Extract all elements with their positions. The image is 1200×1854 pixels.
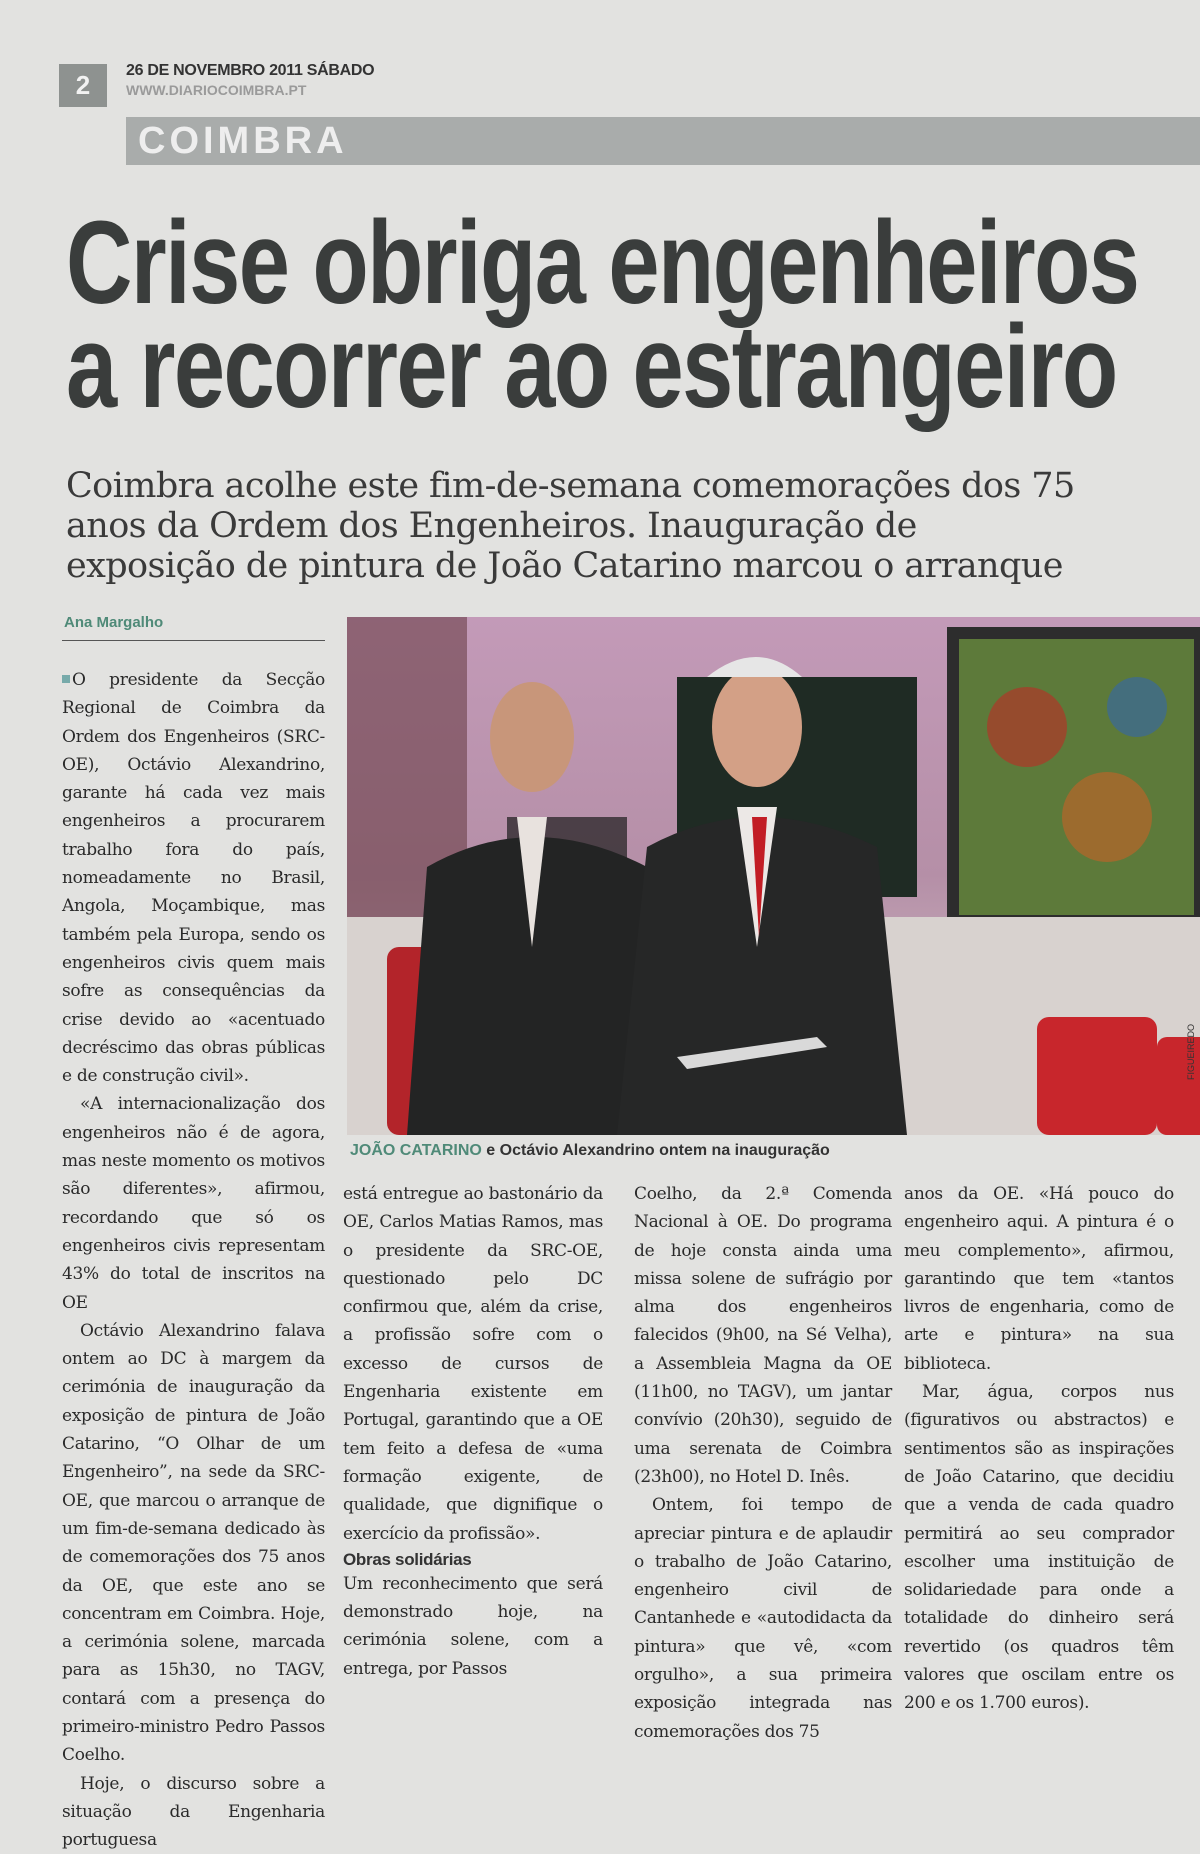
painting-colorful: [959, 639, 1194, 915]
article-photo: [347, 617, 1200, 1135]
paragraph: Coelho, da 2.ª Comenda Nacional à OE. Do programa de hoje consta ainda uma missa solene de sufrágio por alma dos engenheiros falecidos (9h00, na Sé Velha), a Assembleia Magna da OE (11h00, no TAGV), um jantar convívio (20h30), seguido de uma serenata de Coimbra (23h00), no Hotel D. Inês.: [634, 1184, 892, 1487]
paragraph: Octávio Alexandrino falava ontem ao DC à margem da cerimónia de inauguração da exposição de pintura de João Catarino, “O Olhar de um Engenheiro”, na sede da SRC-OE, que marcou o arranque de um fim-de-semana dedicado às de comemorações dos 75 anos da OE, que este ano se concentram em Coimbra. Hoje, a cerimónia solene, marcada para as 15h30, no TAGV, contará com a presença do primeiro-ministro Pedro Passos Coelho.: [62, 1320, 325, 1766]
byline-divider: [62, 640, 325, 641]
section-band: [126, 117, 1200, 165]
paragraph-text: O presidente da Secção Regional de Coimbra da Ordem dos Engenheiros (SRC-OE), Octávio Alexandrino, garante há cada vez mais engenheiros a procurarem trabalho fora do país, nomeadamente no Brasil, Angola, Moçambique, mas também pela Europa, sendo os engenheiros civis quem mais sofre as consequências da crise devido ao «acentuado decréscimo das obras públicas e de construção civil».: [62, 670, 325, 1087]
article-column-3: [634, 1180, 892, 1746]
headline-line-2: a recorrer ao estrangeiro: [66, 301, 1117, 433]
byline: Ana Margalho: [64, 614, 164, 631]
photo-credit: FIGUEIREDO: [1186, 1023, 1196, 1080]
paragraph: está entregue ao bastonário da OE, Carlos Matias Ramos, mas o presidente da SRC-OE, questionado pelo DC confirmou que, além da crise, a profissão sofre com o excesso de cursos de Engenharia existente em Portugal, garantindo que a OE tem feito a defesa de «uma formação exigente, de qualidade, que dignifique o exercício da profissão».: [343, 1184, 603, 1544]
paragraph: Um reconhecimento que será demonstrado hoje, na cerimónia solene, com a entrega, por Passos: [343, 1573, 603, 1679]
photo-illustration: [347, 617, 1200, 1135]
caption-name: JOÃO CATARINO: [350, 1142, 482, 1159]
lead-square-icon: [62, 675, 70, 683]
article-column-4: [904, 1180, 1174, 1718]
subheading: Obras solidárias: [343, 1549, 472, 1569]
issue-date: 26 DE NOVEMBRO 2011 SÁBADO: [126, 62, 375, 79]
newspaper-url: WWW.DIARIOCOIMBRA.PT: [126, 82, 307, 98]
paragraph: Hoje, o discurso sobre a situação da Engenharia portuguesa: [62, 1773, 325, 1851]
paragraph: «A internacionalização dos engenheiros não é de agora, mas neste momento os motivos são diferentes», afirmou, recordando que só os engenheiros civis representam 43% do total de inscritos na OE: [62, 1094, 325, 1313]
paragraph: [62, 666, 325, 1090]
photo-caption: [350, 1142, 830, 1160]
headline-line-1: Crise obriga engenheiros: [66, 197, 1139, 329]
article-column-1: [62, 666, 325, 1854]
red-chair: [1037, 1017, 1157, 1135]
paragraph: Mar, água, corpos nus (figurativos ou abstractos) e sentimentos são as inspirações de João Catarino, que decidiu que a venda de cada quadro permitirá ao seu comprador escolher uma instituição de solidariedade para onde a totalidade do dinheiro será revertido (os quadros têm valores que oscilam entre os 200 e os 1.700 euros).: [904, 1382, 1174, 1714]
section-title: COIMBRA: [138, 120, 348, 162]
subtitle: Coimbra acolhe este fim-de-semana comemorações dos 75 anos da Ordem dos Engenheiros. Inauguração de exposição de pintura de João Catarino marcou o arranque: [66, 466, 1075, 586]
page-number: 2: [59, 64, 107, 107]
paragraph: anos da OE. «Há pouco do engenheiro aqui. A pintura é o meu complemento», afirmou, garantindo que tem «tantos livros de engenharia, como de arte e pintura» na sua biblioteca.: [904, 1184, 1174, 1374]
paragraph: Ontem, foi tempo de apreciar pintura e de aplaudir o trabalho de João Catarino, engenheiro civil de Cantanhede e «autodidacta da pintura» que vê, «com orgulho», a sua primeira exposição integrada nas comemorações dos 75: [634, 1495, 892, 1742]
caption-text: e Octávio Alexandrino ontem na inauguração: [481, 1142, 830, 1159]
article-column-2: [343, 1180, 603, 1683]
